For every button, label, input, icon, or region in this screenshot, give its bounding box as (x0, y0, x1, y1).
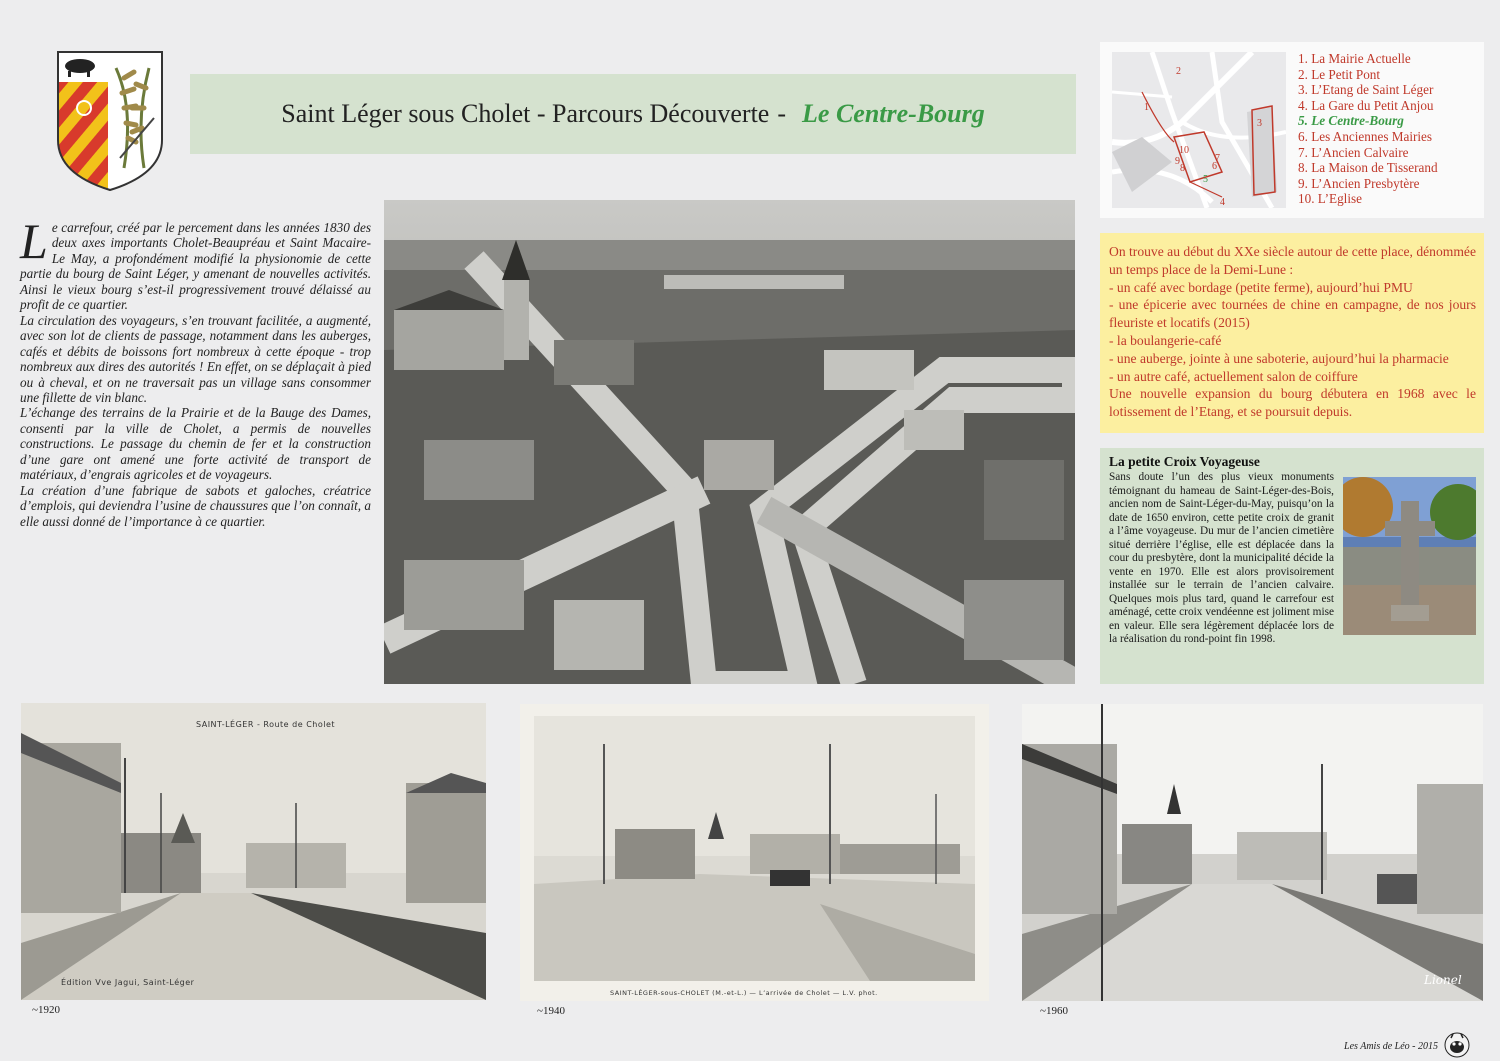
legend-item-anciennes-mairies: 6. Les Anciennes Mairies (1298, 128, 1433, 144)
mascot-logo (1444, 1032, 1470, 1061)
date-1940: ~1940 (537, 1005, 565, 1017)
postcard-1920-title: SAINT-LÉGER - Route de Cholet (196, 720, 336, 729)
aerial-photo (384, 200, 1075, 684)
title-separator: - (777, 99, 787, 128)
route-map (1112, 52, 1286, 208)
map-pin-5: 5 (1203, 174, 1208, 185)
postcard-1920 (21, 703, 486, 1000)
date-1960: ~1960 (1040, 1005, 1068, 1017)
map-pin-9: 9 (1175, 156, 1180, 167)
legend-item-eglise: 10. L’Eglise (1298, 191, 1362, 207)
intro-text (20, 213, 371, 529)
postcard-1920-edition: Édition Vve Jagui, Saint-Léger (61, 978, 195, 987)
legend-item-ancien-presbytere: 9. L’Ancien Presbytère (1298, 175, 1420, 191)
coat-of-arms-logo (54, 48, 166, 194)
footer (1344, 1032, 1470, 1061)
map-pin-4: 4 (1220, 197, 1225, 208)
legend-item-maison-tisserand: 8. La Maison de Tisserand (1298, 160, 1438, 176)
footer-credit: Les Amis de Léo - 2015 (1344, 1041, 1438, 1052)
map-pin-2: 2 (1176, 66, 1181, 77)
history-item-1: - un café avec bordage (petite ferme), aujourd’hui PMU (1109, 279, 1413, 295)
history-outro: Une nouvelle expansion du bourg débutera en 1968 avec le lotissement de l’Etang, et se poursuit depuis. (1109, 386, 1476, 420)
legend-item-mairie-actuelle: 1. La Mairie Actuelle (1298, 51, 1411, 66)
map-pin-6: 6 (1212, 161, 1217, 172)
legend-item-gare: 4. La Gare du Petit Anjou (1298, 97, 1434, 113)
title-banner (190, 74, 1076, 154)
drop-cap: L (20, 213, 48, 269)
croix-title: La petite Croix Voyageuse (1109, 454, 1260, 469)
route-map-panel (1100, 42, 1484, 218)
history-item-4: - une auberge, jointe à une saboterie, aujourd’hui la pharmacie (1109, 350, 1449, 366)
photo-1960 (1022, 704, 1483, 1001)
map-pin-3: 3 (1257, 118, 1262, 129)
history-intro: On trouve au début du XXe siècle autour de cette place, dénommée un temps place de la Demi-Lune : (1109, 244, 1476, 277)
history-box (1100, 233, 1484, 433)
legend-item-centre-bourg: 5. Le Centre-Bourg (1298, 113, 1404, 129)
legend-item-etang: 3. L’Etang de Saint Léger (1298, 82, 1434, 98)
map-legend (1298, 51, 1438, 207)
intro-paragraph-2: La circulation des voyageurs, s’en trouvant facilitée, a augmenté, avec son lot de clients de passage, notamment dans les auberges, cafés et débits de boissons fort nombreux à cette époque - trop nombreux aux dires des autorités ! En effet, on se déplaçait à pied ou à cheval, et on ne traversait pas un village sans consommer une fillette de vin blanc. (20, 312, 371, 405)
date-1920: ~1920 (32, 1004, 60, 1016)
croix-text: Sans doute l’un des plus vieux monuments témoignant du hameau de Saint-Léger-des-Bois, ancien nom de Saint-Léger-du-May, puisqu’on la date de 1650 environ, cette petite croix de granit a l’âme voyageuse. Du mur de l’ancien cimetière situé derrière l’église, elle est déplacée dans la cour du presbytère, dont la municipalité décide la vente en 1970. Elle est alors provisoirement installée sur le terrain de l’ancien calvaire. Quelques mois plus tard, quand le carrefour est aménagé, cette croix vendéenne est joliment mise en valeur. Elle sera légèrement déplacée lors de la réalisation du rond-point fin 1998. (1109, 471, 1334, 645)
intro-paragraph-3: L’échange des terrains de la Prairie et de la Bauge des Dames, consenti par la ville de Cholet, a permis de nouvelles constructions. Le passage du chemin de fer et la construction d’une gare ont amené une forte activité de transport de matériaux, d’engrais agricoles et de voyageurs. (20, 405, 371, 483)
legend-item-petit-pont: 2. Le Petit Pont (1298, 66, 1381, 82)
history-item-2: - une épicerie avec tournées de chine en campagne, de nos jours fleuriste et locatifs (2015) (1109, 297, 1476, 331)
history-item-5: - un autre café, actuellement salon de coiffure (1109, 368, 1358, 384)
legend-item-ancien-calvaire: 7. L’Ancien Calvaire (1298, 144, 1409, 160)
intro-paragraph-4: La création d’une fabrique de sabots et galoches, créatrice d’emplois, qui deviendra l’usine de chaussures que l’on connaît, a elle aussi donné de l’importance à ce quartier. (20, 482, 371, 529)
map-pin-10: 10 (1179, 145, 1189, 156)
intro-paragraph-1: e carrefour, créé par le percement dans les années 1830 des deux axes importants Cholet-Beaupréau et Saint Macaire-Le May, a profondément modifié la physionomie de cette partie du bourg de Saint Léger, y amenant de nouvelles activités. Ainsi le vieux bourg s’est-il progressivement trouvé délaissé au profit de ce quartier. (20, 220, 371, 313)
photo-1960-signature: Lionel (1424, 973, 1462, 987)
map-pin-8: 8 (1180, 163, 1185, 174)
map-pin-7: 7 (1215, 153, 1220, 164)
croix-photo (1343, 477, 1476, 635)
croix-box (1100, 448, 1484, 684)
history-item-3: - la boulangerie-café (1109, 332, 1222, 348)
page-title: Saint Léger sous Cholet - Parcours Découverte (281, 99, 770, 128)
map-pin-1: 1 (1144, 102, 1149, 113)
postcard-1940 (520, 704, 989, 1001)
postcard-1940-caption: SAINT-LÉGER-sous-CHOLET (M.-et-L.) — L’arrivée de Cholet — L.V. phot. (610, 989, 878, 997)
section-title: Le Centre-Bourg (802, 99, 985, 128)
